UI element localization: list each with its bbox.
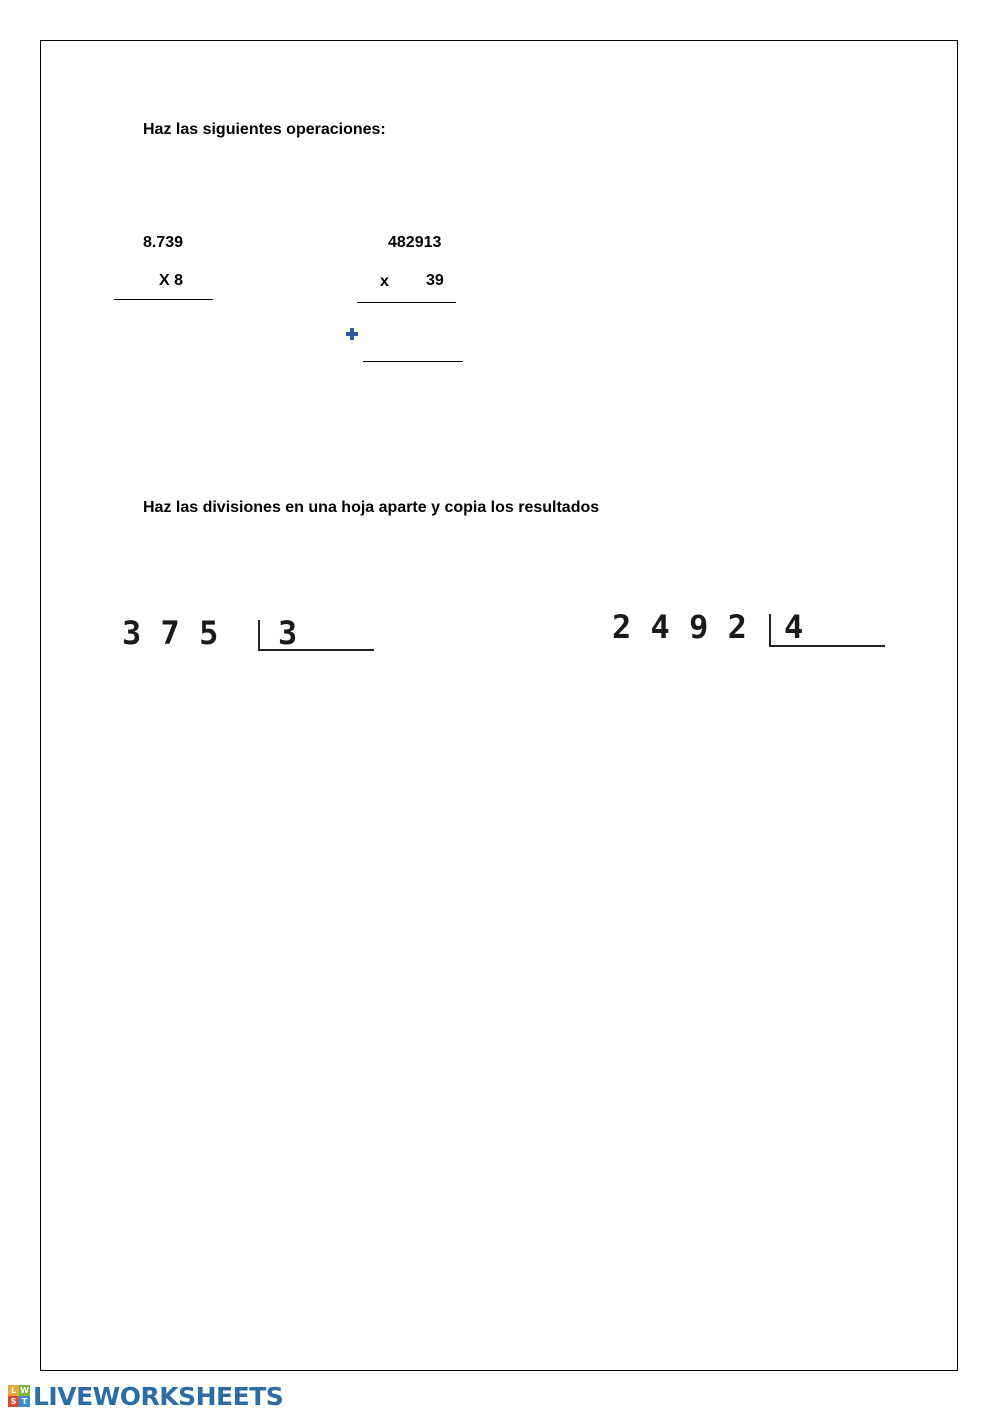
instruction-divisions: Haz las divisiones en una hoja aparte y copia los resultados [143, 499, 600, 516]
instruction-operations: Haz las siguientes operaciones: [143, 121, 386, 138]
division-1-dividend: 3 7 5 [122, 614, 219, 652]
multiplication-1-top: 8.739 [143, 234, 184, 251]
division-1-bracket-horizontal [258, 649, 374, 651]
division-1 [122, 614, 382, 654]
division-2-dividend: 2 4 9 2 [612, 608, 747, 646]
multiplication-2-top: 482913 [388, 234, 442, 251]
logo-mark-letter: L [8, 1385, 19, 1396]
multiplication-2-multiplier: 39 [426, 272, 444, 289]
logo-mark-letter: W [20, 1386, 29, 1395]
logo-mark-letter: S [8, 1396, 19, 1407]
plus-icon [346, 328, 358, 340]
liveworksheets-logo [8, 1382, 283, 1410]
multiplication-1-result-line [114, 299, 213, 300]
logo-mark-letter: T [19, 1396, 30, 1407]
multiplication-2-sum-line [363, 361, 463, 362]
multiplication-2-partial-line [357, 302, 456, 303]
multiplication-1-bottom: X 8 [159, 272, 184, 289]
logo-text: LIVEWORKSHEETS [33, 1381, 284, 1411]
division-2 [612, 608, 892, 648]
multiplication-2-operator: x [380, 273, 389, 290]
division-1-divisor: 3 [278, 614, 298, 652]
division-2-divisor: 4 [784, 608, 804, 646]
division-2-bracket-vertical [769, 614, 771, 646]
division-1-bracket-vertical [258, 620, 260, 650]
logo-mark-icon [8, 1385, 30, 1407]
division-2-bracket-horizontal [769, 645, 885, 647]
